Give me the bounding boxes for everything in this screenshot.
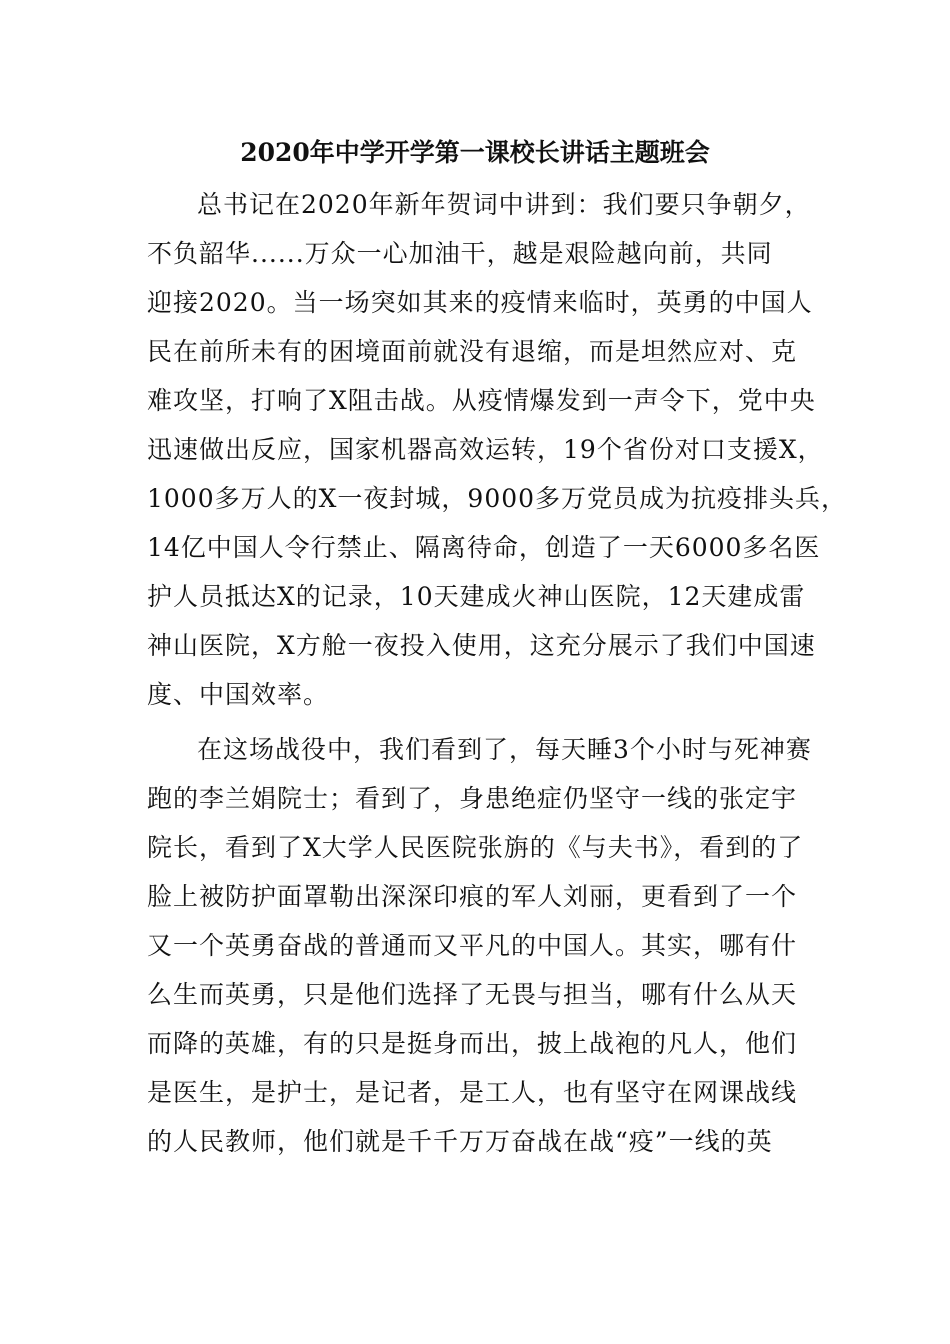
text-line: 而降的英雄，有的只是挺身而出，披上战袍的凡人，他们: [147, 1029, 798, 1058]
text-line: 是医生，是护士，是记者，是工人，也有坚守在网课战线: [147, 1078, 798, 1107]
text-line: 的人民教师，他们就是千千万万奋战在战“疫”一线的英: [147, 1127, 773, 1156]
text-line: 又一个英勇奋战的普通而又平凡的中国人。其实，哪有什: [147, 931, 798, 960]
text-line: 跑的李兰娟院士；看到了，身患绝症仍坚守一线的张定宇: [147, 784, 798, 813]
text-line: 在这场战役中，我们看到了，每天睡3个小时与死神赛: [197, 735, 812, 764]
text-line: 院长，看到了X大学人民医院张旃的《与夫书》，看到的了: [147, 833, 804, 862]
text-line: 14亿中国人令行禁止、隔离待命，创造了一天6000多名医: [147, 533, 821, 562]
text-line: 1000多万人的X一夜封城，9000多万党员成为抗疫排头兵，: [147, 484, 848, 513]
text-line: 难攻坚，打响了X阻击战。从疫情爆发到一声令下，党中央: [147, 386, 816, 415]
paragraph-2: [147, 725, 817, 1166]
text-line: 护人员抵达X的记录，10天建成火神山医院，12天建成雷: [147, 582, 806, 611]
text-line: 么生而英勇，只是他们选择了无畏与担当，哪有什么从天: [147, 980, 798, 1009]
text-line: 迎接2020。当一场突如其来的疫情来临时，英勇的中国人: [147, 288, 813, 317]
text-line: 总书记在2020年新年贺词中讲到：我们要只争朝夕，: [197, 190, 811, 219]
text-line: 脸上被防护面罩勒出深深印痕的军人刘丽，更看到了一个: [147, 882, 798, 911]
text-line: 度、中国效率。: [147, 680, 330, 709]
text-line: 民在前所未有的困境面前就没有退缩，而是坦然应对、克: [147, 337, 798, 366]
text-line: 神山医院，X方舱一夜投入使用，这充分展示了我们中国速: [147, 631, 816, 660]
document-title: 2020年中学开学第一课校长讲话主题班会: [240, 138, 710, 167]
text-line: 不负韶华......万众一心加油干，越是艰险越向前，共同: [147, 239, 773, 268]
paragraph-1: [147, 180, 848, 719]
text-line: 迅速做出反应，国家机器高效运转，19个省份对口支援X，: [147, 435, 824, 464]
